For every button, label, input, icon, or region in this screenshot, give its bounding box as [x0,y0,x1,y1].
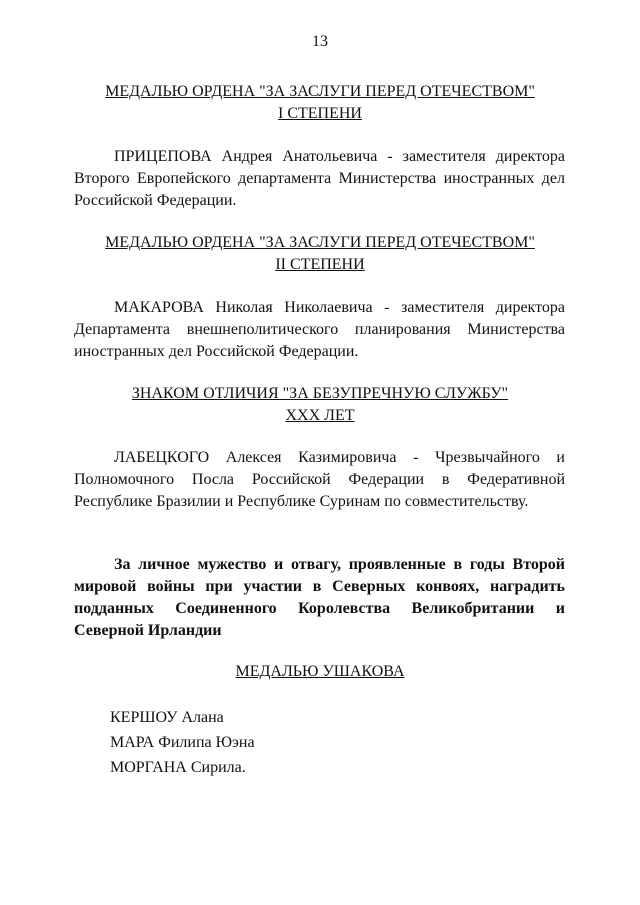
list-item: МАРА Филипа Юэна [110,734,255,751]
award-paragraph-makarov: МАКАРОВА Николая Николаевича - заместителя директора Департамента внешнеполитического планирования Министерства иностранных дел Российской Федерации. [74,299,565,360]
decree-paragraph: За личное мужество и отвагу, проявленные в годы Второй мировой войны при участии в Северных конвоях, наградить подданных Соединенного Королевства Великобритании и Северной Ирландии [74,556,565,639]
list-item: МОРГАНА Сирила. [110,759,246,776]
award-paragraph-labetsky: ЛАБЕЦКОГО Алексея Казимировича - Чрезвычайного и Полномочного Посла Российской Федерации в Федеративной Республике Бразилии и Республике Суринам по совместительству. [74,449,565,510]
list-item: КЕРШОУ Алана [110,709,224,726]
page-number: 13 [312,33,328,50]
heading-line: ЗНАКОМ ОТЛИЧИЯ "ЗА БЕЗУПРЕЧНУЮ СЛУЖБУ" [131,385,509,402]
heading-line: МЕДАЛЬЮ ОРДЕНА "ЗА ЗАСЛУГИ ПЕРЕД ОТЕЧЕСТВОМ" [105,83,535,100]
heading-line: МЕДАЛЬЮ ОРДЕНА "ЗА ЗАСЛУГИ ПЕРЕД ОТЕЧЕСТВОМ" [105,234,535,251]
heading-line: I СТЕПЕНИ [278,105,362,122]
section-heading-order-merit-2 [60,232,580,276]
section-heading-ushakov-medal [60,661,580,683]
recipient-list [110,705,255,780]
section-heading-impeccable-service [60,383,580,427]
heading-line: II СТЕПЕНИ [275,256,365,273]
award-paragraph-pritsepov: ПРИЦЕПОВА Андрея Анатольевича - заместителя директора Второго Европейского департамента Министерства иностранных дел Российской Федерации. [74,148,565,209]
section-heading-order-merit-1 [60,81,580,125]
heading-line: МЕДАЛЬЮ УШАКОВА [235,663,405,680]
heading-line: XXX ЛЕТ [285,407,355,424]
